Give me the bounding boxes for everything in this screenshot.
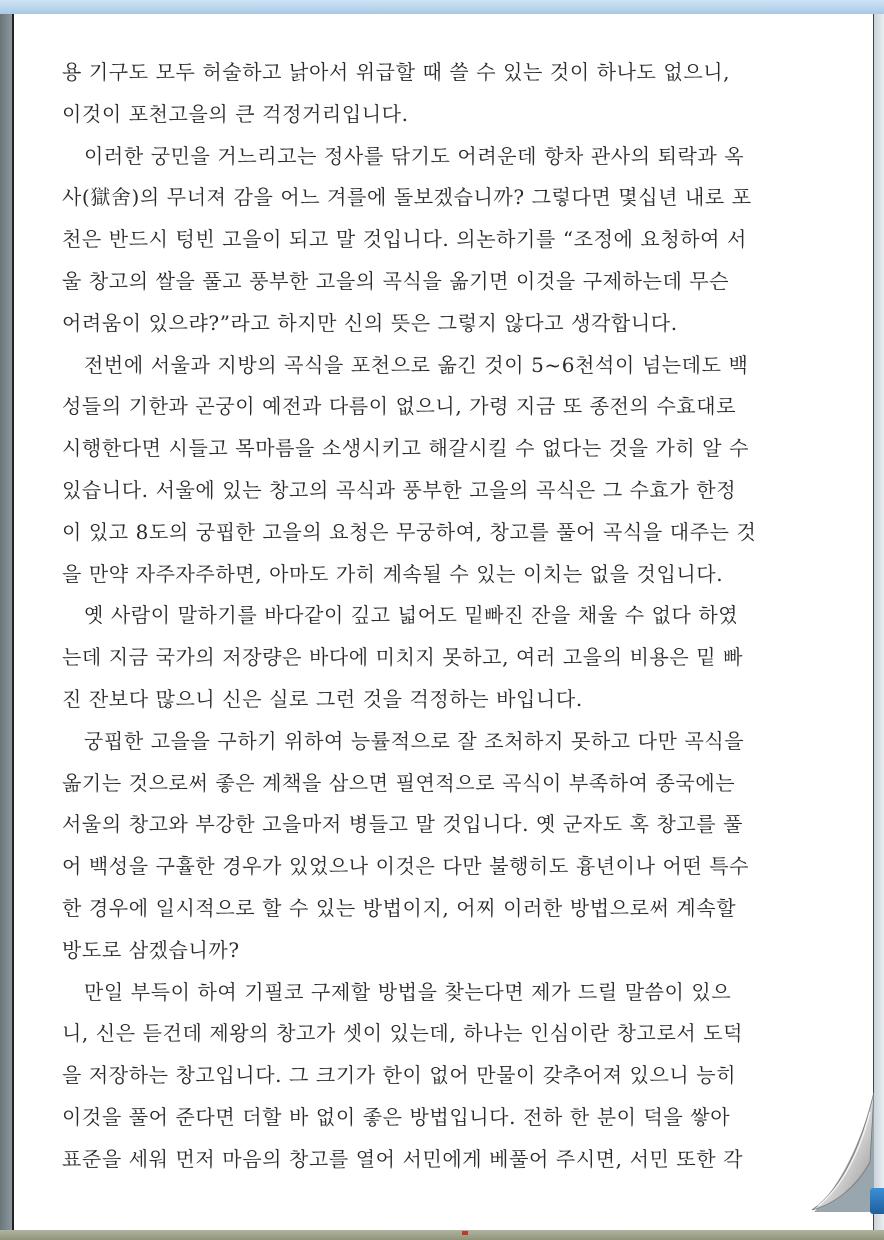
text-line: 천은 반드시 텅빈 고을이 되고 말 것입니다. 의논하기를 “조정에 요청하여 서 bbox=[62, 227, 747, 252]
text-line: 있습니다. 서울에 있는 창고의 곡식과 풍부한 고을의 곡식은 그 수효가 한정 bbox=[62, 477, 737, 502]
text-line: 어려움이 있으랴?”라고 하지만 신의 뜻은 그렇지 않다고 생각합니다. bbox=[62, 310, 678, 335]
text-line: 전번에 서울과 지방의 곡식을 포천으로 옮긴 것이 5~6천석이 넘는데도 백 bbox=[84, 352, 749, 377]
document-page bbox=[14, 14, 874, 1230]
text-line: 성들의 기한과 곤궁이 예전과 다름이 없으니, 가령 지금 또 종전의 수효대로 bbox=[62, 394, 737, 419]
text-line: 이것이 포천고을의 큰 걱정거리입니다. bbox=[62, 101, 409, 126]
viewer-top-bar bbox=[0, 0, 884, 14]
viewer-right-rail bbox=[874, 14, 884, 1236]
text-line: 이것을 풀어 준다면 더할 바 없이 좋은 방법입니다. 전하 한 분이 덕을 쌓아 bbox=[62, 1104, 731, 1129]
text-line: 표준을 세워 먼저 마음의 창고를 열어 서민에게 베풀어 주시면, 서민 또한 각 bbox=[62, 1146, 744, 1171]
text-line: 니, 신은 듣건데 제왕의 창고가 셋이 있는데, 하나는 인심이란 창고로서 도덕 bbox=[62, 1021, 744, 1046]
text-line: 용 기구도 모두 허술하고 낡아서 위급할 때 쓸 수 있는 것이 하나도 없으니, bbox=[62, 60, 731, 84]
cursor-mark bbox=[462, 1231, 468, 1235]
page-curl-icon[interactable] bbox=[804, 1092, 874, 1212]
text-line: 만일 부득이 하여 기필코 구제할 방법을 찾는다면 제가 드릴 말씀이 있으 bbox=[84, 979, 732, 1004]
text-line: 한 경우에 일시적으로 할 수 있는 방법이지, 어찌 이러한 방법으로써 계속할 bbox=[62, 895, 737, 920]
page-text-body bbox=[62, 52, 862, 1181]
text-line: 서울의 창고와 부강한 고을마저 병들고 말 것입니다. 옛 군자도 혹 창고를 풀 bbox=[62, 812, 744, 837]
text-line: 는데 지금 국가의 저장량은 바다에 미치지 못하고, 여러 고을의 비용은 밑 빠 bbox=[62, 645, 744, 670]
text-line: 옛 사람이 말하기를 바다같이 깊고 넓어도 밑빠진 잔을 채울 수 없다 하였 bbox=[84, 603, 739, 628]
viewer-bottom-bar bbox=[0, 1230, 884, 1240]
text-line: 이 있고 8도의 궁핍한 고을의 요청은 무궁하여, 창고를 풀어 곡식을 대주는 것 bbox=[62, 519, 757, 544]
text-line: 시행한다면 시들고 목마름을 소생시키고 해갈시킬 수 없다는 것을 가히 알 수 bbox=[62, 436, 750, 461]
text-line: 을 만약 자주자주하면, 아마도 가히 계속될 수 있는 이치는 없을 것입니다. bbox=[62, 561, 724, 586]
text-line: 방도로 삼겠습니까? bbox=[62, 937, 240, 962]
side-tab-icon[interactable] bbox=[870, 1188, 884, 1214]
text-line: 사(獄舍)의 무너져 감을 어느 겨를에 돌보겠습니까? 그렇다면 몇십년 내로 포 bbox=[62, 185, 752, 210]
text-line: 어 백성을 구휼한 경우가 있었으나 이것은 다만 불행히도 흉년이나 어떤 특수 bbox=[62, 854, 750, 879]
text-line: 이러한 궁민을 거느리고는 정사를 닦기도 어려운데 항차 관사의 퇴락과 옥 bbox=[84, 143, 745, 168]
text-line: 옮기는 것으로써 좋은 계책을 삼으면 필연적으로 곡식이 부족하여 종국에는 bbox=[62, 770, 736, 795]
viewer-left-rail bbox=[0, 14, 12, 1236]
page-left-edge bbox=[12, 14, 14, 1230]
text-line: 진 잔보다 많으니 신은 실로 그런 것을 걱정하는 바입니다. bbox=[62, 686, 583, 711]
text-line: 궁핍한 고을을 구하기 위하여 능률적으로 잘 조처하지 못하고 다만 곡식을 bbox=[84, 728, 745, 753]
text-line: 을 저장하는 창고입니다. 그 크기가 한이 없어 만물이 갖추어져 있으니 능히 bbox=[62, 1063, 737, 1088]
text-line: 울 창고의 쌀을 풀고 풍부한 고을의 곡식을 옮기면 이것을 구제하는데 무슨 bbox=[62, 268, 730, 293]
